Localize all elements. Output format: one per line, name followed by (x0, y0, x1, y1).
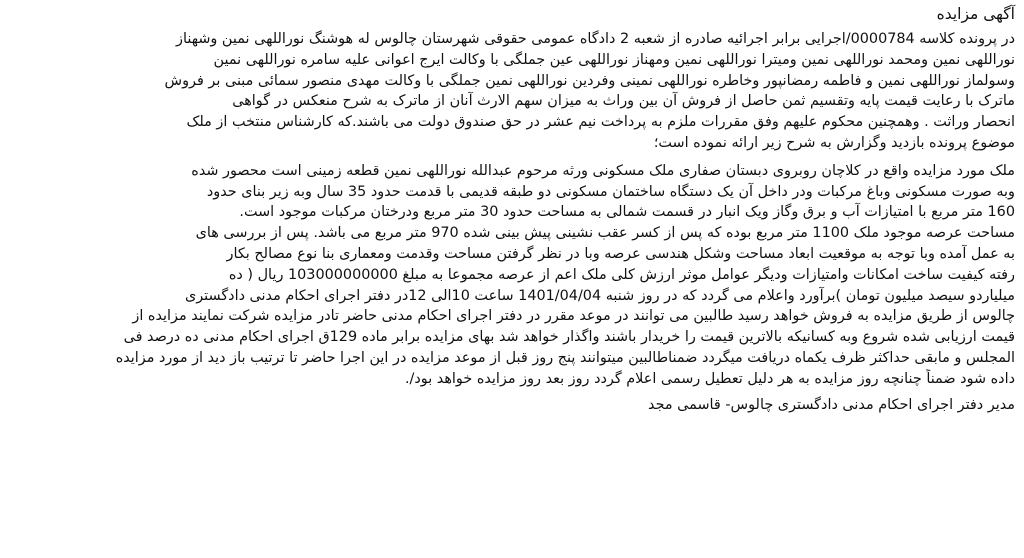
notice-title: آگهی مزایده (936, 5, 1015, 23)
text-line: میلیاردو سیصد میلیون تومان )برآورد واعلام می گردد که در روز شنبه 1401/04/04 ساعت 10الی 12در دفتر اجرای احکام مدنی دادگستری (184, 287, 1015, 304)
text-line: رفته کیفیت ساخت امکانات وامتیازات ودیگر عوامل موثر ارزش کلی ملک اعم از عرصه مجموعا به مبلغ 103000000000 ریال ( ده (228, 266, 1015, 283)
text-line: وسولماز نوراللهی نمین و فاطمه رمضانپور وخاطره نوراللهی نمینی وفردین نوراللهی نمین جملگی با وکالت مهدی منصور سمائی مبنی بر فروش (164, 72, 1015, 89)
text-line: در پرونده کلاسه 0000784/اجرایی برابر اجرائیه صادره از شعبه 2 دادگاه عمومی حقوقی شهرستان چالوس له هوشنگ نوراللهی نمین وشهناز (176, 31, 1015, 47)
text-line: قیمت ارزیابی شده شروع وبه کسانیکه بالاترین قیمت را خریدار باشند واگذار خواهد شد بهای مزایده برابر ماده 129ق اجرای احکام مدنی ده درصد فی (123, 329, 1015, 346)
text-line: 160 متر مربع با امتیازات آب و برق وگاز ویک انبار در قسمت شمالی به مساحت حدود 30 متر مربع ودرختان مرکبات موجود است. (239, 204, 1015, 221)
text-line: ملک مورد مزایده واقع در کلاچان روبروی دبستان صفاری ملک مسکونی ورثه مرحوم عبدالله نوراللهی نمین قطعه زمینی است محصور شده (191, 162, 1015, 179)
text-line: به عمل آمده وبا توجه به موقعیت ابعاد مساحت وشکل هندسی عرصه وبا در نظر گرفتن مساحت وقدمت ومعماری بنا نوع مصالح بکار (226, 245, 1015, 262)
case-paragraph (9, 29, 1015, 154)
text-line: چالوس از طریق مزایده به فروش خواهد رسید طالبین می توانند در موعد مقرر در دفتر اجرای احکام مدنی حاضر تادر مزایده شرکت نمایند مزایده از (132, 308, 1015, 325)
text-line: انحصار وراثت . وهمچنین محکوم علیهم وفق مقررات ملزم به پرداخت نیم عشر در حق صندوق دولت می باشند.که کارشناس منتخب از ملک (186, 114, 1015, 131)
text-line: المجلس و مابقی حداکثر ظرف یکماه دریافت میگردد ضمناطالبین میتوانند پنج روز قبل از موعد مزایده در این اجرا حاضر تا ترتیب باز دید از مورد مزایده (115, 349, 1015, 366)
text-line: وبه صورت مسکونی وباغ مرکبات ودر داخل آن یک دستگاه ساختمان مسکونی دو طبقه قدیمی با قدمت حدود 35 سال وبه زیر بنای حدود (206, 183, 1015, 200)
text-line: مساحت عرصه موجود ملک 1100 متر مربع بوده که پس از کسر عقب نشینی پیش بینی شده 970 متر مربع می باشد. پس از بررسی های (195, 225, 1015, 242)
text-line: موضوع پرونده بازدید وگزارش به شرح زیر ارائه نموده است؛ (653, 134, 1015, 151)
text-line: نوراللهی نمین ومحمد نوراللهی نمین ومیترا نوراللهی نمین ومهناز نوراللهی عین جملگی با وکالت ایرج اعوانی علیه سامره نوراللهی نمین (213, 51, 1015, 68)
property-paragraph (9, 161, 1015, 390)
text-line: ماترک با رعایت قیمت پایه وتقسیم ثمن حاصل از فروش آن بین وراث به میزان سهم الارث آنان از ماترک به شرح منعکس در گواهی (232, 93, 1015, 110)
signature-line: مدیر دفتر اجرای احکام مدنی دادگستری چالوس- قاسمی مجد (648, 396, 1015, 413)
text-line: داده شود ضمناً چنانچه روز مزایده به هر دلیل تعطیل رسمی اعلام گردد روز بعد روز مزایده خواهد بود/. (404, 370, 1015, 387)
